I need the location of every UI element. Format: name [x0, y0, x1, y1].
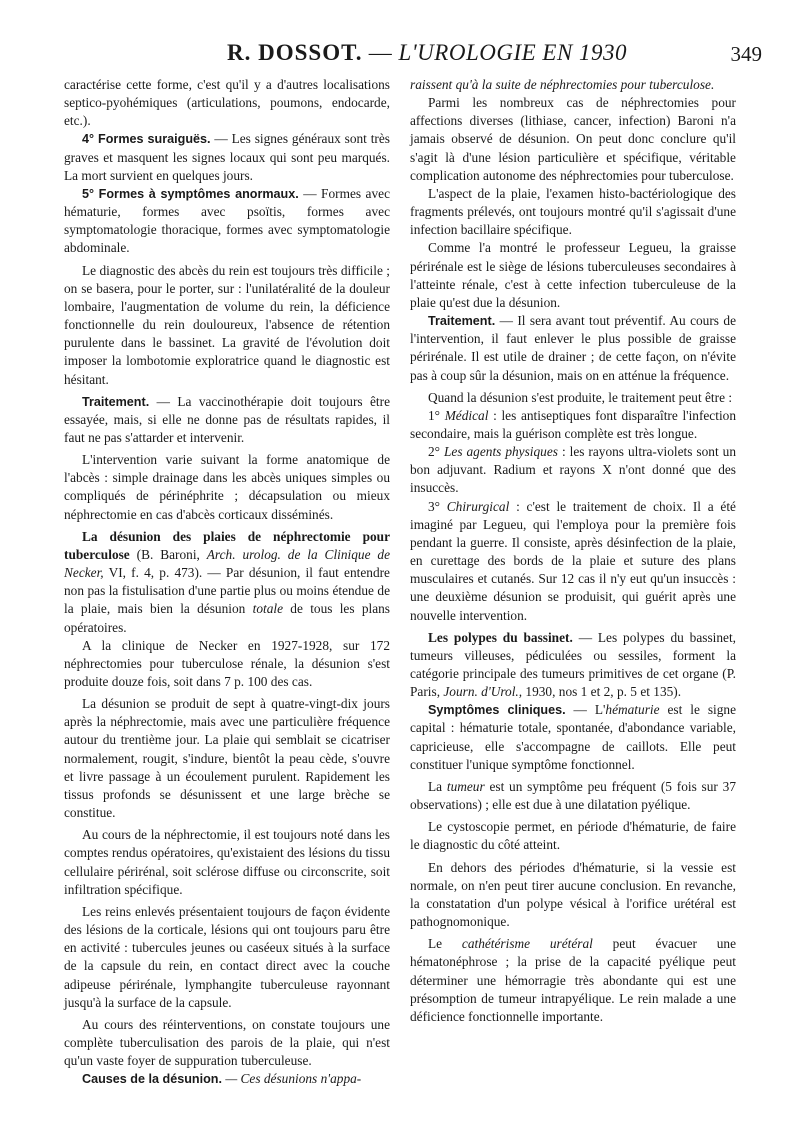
running-head: [227, 40, 627, 66]
paragraph: Causes de la désunion. — Ces désunions n'appa-: [82, 1071, 362, 1087]
reference-title: Arch. urolog. de la Clinique de Necker,: [64, 546, 390, 581]
list-item: 3° Chirurgical : c'est le traitement de choix. Il a été imaginé par Legueu, qui l'employa pour la première fois pendant la guerre. Il consiste, après désinfection de la plaie, en curettage des bords de la plaie et suture des plans musculaires et cutanés. Sur 12 cas il n'y eut qu'un insuccès : une deuxième désunion se produisit, qui guérit après une nouvelle intervention.: [410, 498, 736, 623]
section-heading: Traitement.: [82, 394, 150, 409]
page-number: 349: [730, 42, 762, 66]
paragraph: caractérise cette forme, c'est qu'il y a d'autres localisations septico-pyohémiques (articulations, poumons, endocarde, etc.).: [64, 77, 390, 129]
running-head-dash: —: [362, 40, 399, 65]
paragraph: Parmi les nombreux cas de néphrectomies pour affections diverses (lithiase, cancer, infection) Baroni n'a jamais observé de désunion. On peut donc conclure qu'il s'agit là d'une lésion particulière et spécifique, véritable complication autonome des néphrectomies pour tuberculose.: [410, 95, 736, 183]
article-heading: La désunion des plaies de néphrectomie pour tuberculose: [64, 528, 390, 562]
running-head-journal: L'UROLOGIE EN 1930: [398, 40, 628, 65]
paragraph: Comme l'a montré le professeur Legueu, la graisse périrénale est le siège de lésions tuberculeuses secondaires à l'atteinte rénale, c'est à cette infection tuberculeuse de la plaie qu'est due la désunion.: [410, 240, 736, 310]
paragraph: Le cystoscopie permet, en période d'hématurie, de faire le diagnostic du côté atteint.: [410, 819, 736, 853]
paragraph: La tumeur est un symptôme peu fréquent (5 fois sur 37 observations) ; elle est due à une dilatation pyélique.: [410, 778, 736, 813]
reference-title: Journ. d'Urol.,: [443, 684, 523, 700]
paragraph: L'intervention varie suivant la forme anatomique de l'abcès : simple drainage dans les abcès uniques simples ou compliqués de périnéphrite ; décapsulation ou mieux néphrectomie en cas d'abcès corticaux disséminés.: [64, 452, 390, 522]
paragraph: Les polypes du bassinet. — Les polypes du bassinet, tumeurs villeuses, pédiculées ou sessiles, forment la catégorie principale des tumeurs primitives de cet organe (P. Paris, Journ. d'Urol., 1930, nos 1 et 2, p. 5 et 135).: [410, 629, 736, 700]
paragraph: Au cours des réinterventions, on constate toujours une complète tuberculisation des parois de la plaie, qui n'est qu'un vaste foyer de suppuration tuberculeuse.: [64, 1016, 390, 1069]
section-heading: Causes de la désunion.: [82, 1072, 222, 1087]
section-heading: 5° Formes à symptômes anormaux.: [82, 186, 299, 201]
paragraph: La désunion se produit de sept à quatre-vingt-dix jours après la néphrectomie, mais avec une particulière fréquence autour du trentième jour. La plaie qui semblait se cicatriser normalement, rougit, s'indure, bientôt la peau cède, s'ouvre et livre passage à un écoulement purulent. Rapidement les tissus profonds se désunissent et une large brèche se constitue.: [64, 696, 390, 821]
paragraph: En dehors des périodes d'hématurie, si la vessie est normale, on n'en peut tirer aucune conclusion. En revanche, la constatation d'un polype vésical à l'orifice urétéral est pathognomonique.: [410, 859, 736, 930]
paragraph: A la clinique de Necker en 1927-1928, sur 172 néphrectomies pour tuberculose rénale, la désunion s'est produite douze fois, soit dans 7 p. 100 des cas.: [64, 637, 390, 689]
paragraph: Les reins enlevés présentaient toujours de façon évidente des lésions de la corticale, lésions qui ont toujours paru être en activité : tubercules jeunes ou caséeux situés à la surface de la capsule du rein, en contact direct avec la couche adipeuse périrénale, lymphangite tuberculeuse rayonnant jusqu'à la surface de la capsule.: [64, 903, 390, 1010]
right-column: [410, 76, 736, 1026]
list-item: 1° Médical : les antiseptiques font disparaître l'infection secondaire, mais la guérison complète est très longue.: [410, 407, 736, 441]
running-head-author: R. DOSSOT.: [227, 40, 363, 65]
paragraph: Traitement. — La vaccinothérapie doit toujours être essayée, mais, si elle ne donne pas de résultats rapides, il faut ne pas s'attarder et intervenir.: [64, 393, 390, 445]
paragraph: raissent qu'à la suite de néphrectomies pour tuberculose.: [410, 77, 715, 92]
paragraph: Quand la désunion s'est produite, le traitement peut être :: [428, 389, 733, 405]
paragraph: Symptômes cliniques. — L'hématurie est le signe capital : hématurie totale, spontanée, d'abondance variable, capricieuse, elle s'accompagne de caillots. Elle peut constituer l'unique symptôme fonctionnel.: [410, 702, 736, 772]
article-heading: Les polypes du bassinet.: [428, 629, 573, 645]
paragraph: La désunion des plaies de néphrectomie pour tuberculose (B. Baroni, Arch. urolog. de la Clinique de Necker, VI, f. 4, p. 473). — Par désunion, il faut entendre non pas la fistulisation d'une partie plus ou moins étendue de la plaie, mais bien la désunion totale de tous les plans opératoires.: [64, 528, 390, 635]
section-heading: 4° Formes suraiguës.: [82, 132, 211, 147]
paragraph: Traitement. — Il sera avant tout préventif. Au cours de l'intervention, il faut enlever le plus possible de graisse périrénale. Il est utile de drainer ; de cette façon, on n'évite pas à coup sûr la désunion, mais on en atténue la fréquence.: [410, 313, 736, 383]
paragraph: Le diagnostic des abcès du rein est toujours très difficile ; on se basera, pour le porter, sur : l'unilatéralité de la douleur lombaire, l'augmentation de volume du rein, la déficience fonctionnelle du rein douloureux, l'absence de rétention purulente dans le bassinet. La gravité de l'évolution doit imposer la lombotomie exploratrice quand le diagnostic est hésitant.: [64, 262, 390, 387]
page-header: [62, 40, 762, 74]
paragraph: Le cathétérisme urétéral peut évacuer une hématonéphrose ; la prise de la capacité pyélique peut déterminer une hémorragie très abondante qui est une présomption de tumeur intrapyélique. Le rein malade a une déficience fonctionnelle importante.: [410, 936, 736, 1024]
paragraph: L'aspect de la plaie, l'examen histo-bactériologique des fragments prélevés, ont toujours montré qu'il s'agissait d'une infection bacillaire spécifique.: [410, 185, 736, 238]
paragraph: 5° Formes à symptômes anormaux. — Formes avec hématurie, formes avec psoïtis, formes avec symptomatologie thoracique, formes avec symptomatologie abdominale.: [64, 185, 390, 256]
list-item: 2° Les agents physiques : les rayons ultra-violets sont un bon adjuvant. Radium et rayons X n'ont donné que des insuccès.: [410, 444, 736, 496]
section-heading: Symptômes cliniques.: [428, 703, 566, 718]
section-heading: Traitement.: [428, 314, 496, 329]
left-column: [64, 76, 390, 1088]
paragraph: 4° Formes suraiguës. — Les signes généraux sont très graves et masquent les signes locaux qui sont peu marqués. La mort survient en quelques jours.: [64, 131, 390, 183]
paragraph: Au cours de la néphrectomie, il est toujours noté dans les comptes rendus opératoires, qu'existaient des lésions du tissu cellulaire périrénal, soit sclérose diffuse ou circonscrite, soit infiltration spécifique.: [64, 827, 390, 897]
